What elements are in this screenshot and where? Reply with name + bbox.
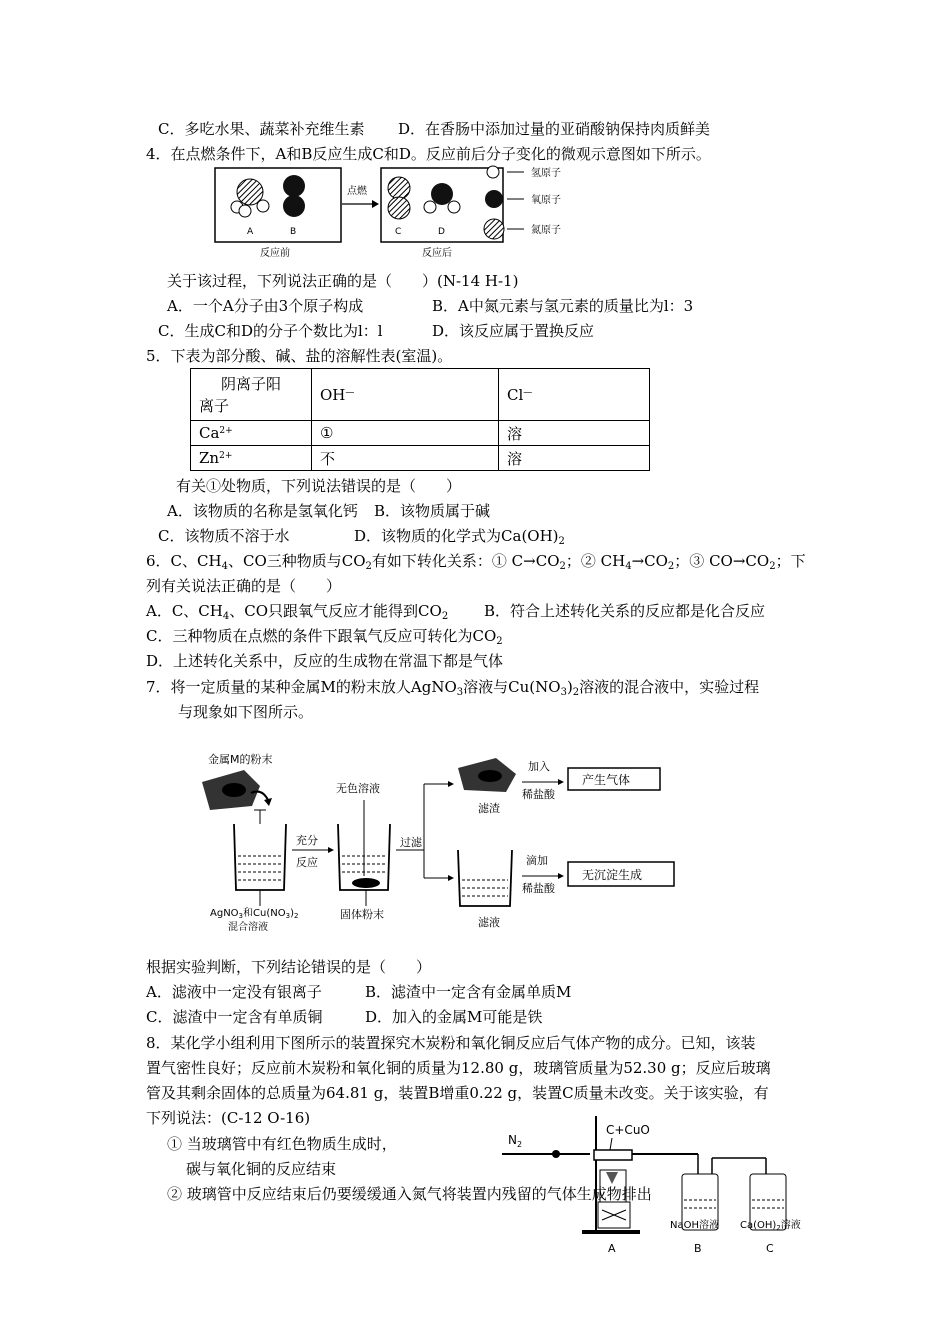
q4-option-d: D．该反应属于置换反应 (432, 322, 595, 340)
legend-h-icon (487, 166, 499, 178)
q5-option-c: C．该物质不溶于水 (158, 527, 290, 545)
metal-label: 金属M的粉末 (208, 753, 273, 766)
label-d: D (438, 227, 445, 237)
q7-option-b: B．滤渣中一定含有金属单质M (365, 983, 572, 1001)
q8-item1: ① 当玻璃管中有红色物质生成时， (167, 1135, 397, 1153)
gas-label: $N_2$ (508, 1133, 523, 1149)
add-b: 稀盐酸 (522, 788, 555, 801)
solubility-table (190, 368, 650, 471)
q5-stem: 5．下表为部分酸、碱、盐的溶解性表(室温)。 (146, 347, 453, 365)
q6-option-d: D．上述转化关系中，反应的生成物在常温下都是气体 (146, 652, 504, 670)
molecule-d (424, 183, 460, 213)
label-a: A (608, 1242, 616, 1255)
q8-line1: 8．某化学小组利用下图所示的装置探究木炭粉和氧化铜反应后气体产物的成分。已知，该装 (146, 1034, 756, 1052)
q4-option-c: C．生成C和D的分子个数比为l：l (158, 322, 383, 340)
label-b: B (290, 227, 297, 237)
add-a: 加入 (528, 760, 550, 773)
naoh-label: NaOH溶液 (670, 1220, 719, 1231)
mix-label: AgNO$_3$和$Cu(NO_3)_2$ (210, 908, 299, 920)
q5-ask: 有关①处物质，下列说法错误的是（ ） (176, 477, 462, 495)
beaker-3 (458, 850, 512, 906)
q8-line4: 下列说法：(C-12 O-16) (146, 1109, 311, 1127)
legend-n-icon (484, 219, 504, 239)
mix-label-2: 混合溶液 (228, 922, 268, 933)
legend-o-icon (485, 190, 503, 208)
q7-option-c: C．滤渣中一定含有单质铜 (146, 1008, 323, 1026)
col-oh: OH— (312, 369, 499, 421)
q8-line2: 置气密性良好；反应前木炭粉和氧化铜的质量为12.80 g，玻璃管质量为52.30 g；反应后玻璃 (146, 1059, 771, 1077)
molecule-a (231, 179, 269, 217)
label-b: B (694, 1242, 702, 1255)
legend-o: 氧原子 (531, 195, 561, 206)
q4-molecule-figure (214, 166, 594, 262)
q6-option-a: A．C、$CH_4$、CO只跟氧气反应才能得到$CO_2$ (146, 602, 449, 622)
q8-line3: 管及其剩余固体的总质量为64.81 g，装置B增重0.22 g，装置C质量未改变。关于该实验，有 (146, 1084, 769, 1102)
result-gas: 产生气体 (582, 773, 631, 787)
q8-item1-cont: 碳与氧化铜的反应结束 (186, 1160, 337, 1178)
filter-label: 过滤 (400, 836, 422, 849)
q6-option-c: C．三种物质在点燃的条件下跟氧气反应可转化为$CO_2$ (146, 627, 503, 647)
result-no-precip: 无沉淀生成 (582, 868, 643, 882)
solid-label: 固体粉末 (340, 908, 384, 921)
drip-a: 滴加 (526, 854, 548, 867)
table-row: $Zn^{2+}$ 不 溶 (191, 446, 650, 471)
table-header-corner: 阴离子阳 离子 (191, 369, 312, 421)
tube-label: C+CuO (606, 1123, 650, 1137)
colorless-label: 无色溶液 (336, 782, 380, 795)
step1-a: 充分 (296, 834, 318, 847)
residue-paper (458, 758, 516, 792)
q6-stem-line2: 列有关说法正确的是（ ） (146, 577, 342, 595)
q4-option-a: A．一个A分子由3个原子构成 (167, 297, 364, 315)
filtrate-label: 滤液 (478, 916, 500, 929)
q5-option-a: A．该物质的名称是氢氧化钙 (167, 502, 358, 520)
legend-h: 氢原子 (531, 168, 561, 179)
label-a: A (247, 227, 254, 237)
label-c: C (395, 227, 402, 237)
reaction-tube (594, 1150, 632, 1160)
residue-label: 滤渣 (478, 802, 500, 815)
label-c: C (766, 1242, 774, 1255)
q7-ask: 根据实验判断，下列结论错误的是（ ） (146, 958, 432, 976)
molecule-c (388, 177, 410, 219)
before-label: 反应前 (260, 248, 290, 259)
q7-experiment-figure (196, 748, 696, 938)
metal-powder-paper (202, 770, 260, 810)
q5-option-b: B．该物质属于碱 (374, 502, 491, 520)
q6-option-b: B．符合上述转化关系的反应都是化合反应 (484, 602, 766, 620)
q7-option-a: A．滤液中一定没有银离子 (146, 983, 322, 1001)
col-cl: Cl— (499, 369, 650, 421)
q3-option-c: C．多吃水果、蔬菜补充维生素 (158, 120, 365, 138)
molecule-b (283, 175, 305, 217)
q7-option-d: D．加入的金属M可能是铁 (365, 1008, 543, 1026)
q4-ask: 关于该过程，下列说法正确的是（ ）(N-14 H-1) (167, 272, 519, 290)
after-label: 反应后 (422, 248, 452, 259)
q8-item2: ② 玻璃管中反应结束后仍要缓缓通入氮气将装置内残留的气体生成物排出 (167, 1185, 652, 1203)
q6-stem: 6．C、$CH_4$、CO三种物质与$CO_2$有如下转化关系：① $C\to CO_2$；② $CH_4\to CO_2$；③ $CO\to CO_2$；下 (146, 552, 806, 572)
q7-stem: 7．将一定质量的某种金属M的粉末放人AgNO$_3$溶液与$Cu(NO_3)_2$溶液的混合液中，实验过程 (146, 678, 760, 698)
beaker-1 (234, 810, 286, 890)
q5-option-d: D．该物质的化学式为$Ca(OH)_2$ (354, 527, 565, 547)
arrow-label: 点燃 (347, 186, 367, 197)
q7-stem-line2: 与现象如下图所示。 (178, 703, 314, 721)
q4-stem: 4．在点燃条件下，A和B反应生成C和D。反应前后分子变化的微观示意图如下所示。 (146, 145, 711, 163)
step1-b: 反应 (296, 856, 318, 869)
drip-b: 稀盐酸 (522, 882, 555, 895)
legend-n: 氮原子 (531, 225, 561, 236)
table-row: $Ca^{2+}$ ① 溶 (191, 421, 650, 446)
caoh-label: $Ca(OH)_2$溶液 (740, 1220, 801, 1232)
q4-option-b: B．A中氮元素与氢元素的质量比为l：3 (432, 297, 694, 315)
q3-option-d: D．在香肠中添加过量的亚硝酸钠保持肉质鲜美 (398, 120, 711, 138)
